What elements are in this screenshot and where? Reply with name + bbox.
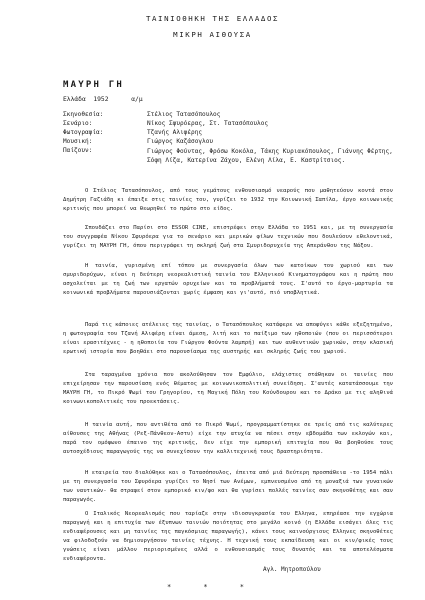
- credit-value: Τζανής Αλιφέρης: [147, 129, 203, 136]
- hall-name: ΜΙΚΡΗ ΑΙΘΟΥΣΑ: [173, 30, 252, 39]
- film-title: ΜΑΥΡΗ ΓΗ: [63, 80, 124, 90]
- credit-label: Φωτογραφία:: [63, 129, 104, 136]
- credit-value: Νίκος Σφυρόερας, Στ. Τατασόπουλος: [147, 120, 269, 127]
- film-year: 1952: [93, 96, 109, 103]
- body-paragraph: Ο Στέλιος Τατασόπουλος, από τους γεμάτους ενθουσιασμό νεαρούς που μαθητεύουν κοντά στον Δημήτρη Γαζιάδη κι έπαιξε στις ταινίες του, γυρίζει το 1932 την Κοινωνική Σαπίλα, έργο κοινωνικής κριτικής που μπορεί να θεωρηθεί το πρώτο στο είδος.: [63, 188, 393, 212]
- body-paragraph: Η ταινία, γυρισμένη επί τόπου με συνεργασία όλων των κατοίκων του χωριού και των σμυριδορύχων, είναι η δεύτερη νεορεαλιστική ταινία του Ελληνικού Κινηματογράφου και η πρώτη που ασχολείται με τη ζωή των εργατών ορυχείων και τα προβλήματά τους. Σ'αυτό το έργο-μαρτυρία τα κοινωνικά προβλήματα παρουσιάζονται χωρίς έμφαση και γι'αυτό, πιό υποβλητικά.: [63, 263, 393, 296]
- film-format: α/μ: [131, 96, 143, 103]
- credit-label: Σκηνοθεσία:: [63, 111, 104, 118]
- author-signature: Αγλ. Μητροπούλου: [263, 566, 321, 573]
- credit-label: Σενάριο:: [63, 120, 93, 127]
- credit-value: Γιώργος Φούντας, Φρόσω Κοκόλα, Τάκης Κυριακόπουλος, Γιάννης Φέρτης, Σόφη Λίζα, Κατερίνα Ζάχου, Ελένη Λίλα, Ε. Καστρίτσιος.: [147, 148, 393, 164]
- credit-label: Παίζουν:: [63, 147, 93, 154]
- body-paragraph: Στα ταραγμένα χρόνια που ακολούθησαν τον Εμφύλιο, ελάχιστες στάθηκαν οι ταινίες που επιχείρησαν την παρουσίαση ενός θέματος με κοινωνικοπολιτική συνείδηση. Σ'αυτές κατατάσσουμε την ΜΑΥΡΗ ΓΗ, το Πικρό Ψωμί του Γρηγορίου, τη Μαγική Πόλη του Κούνδουρου και το Δράκο με τις αληθινά κοινωνικοπολιτικές του προεκτάσεις.: [63, 372, 393, 405]
- credit-label: Μουσική:: [63, 138, 93, 145]
- body-paragraph: Η ταινία αυτή, που αντιθέτα από το Πικρό Ψωμί, προγραμματίστηκε σε τρείς από τις καλύτερες αίθουσες της Αθήνας (Ρεξ-Πάνθεον-Αστυ) είχε την ατυχία να πέσει στην εβδομάδα των εκλογών και, παρά τον ομόφωνο έπαινο της κριτικής, δεν είχε την εμπορική επιτυχία που θα βοηθούσε τους αυτοσχέδιους παραγωγούς της να συνεχίσουν την καλλιτεχνική τους δραστηριότητα.: [63, 422, 393, 455]
- body-paragraph: Η εταιρεία του διαλύθηκε και ο Τατασόπουλος, έπειτα από μιά δεύτερη προσπάθεια -το 1954 πάλι με τη συνεργασία του Σφυρόερα γυρίζει το Νησί των Ανέμων, εμπνευσμένο από τη μοναξιά των γυναικών των ναυτικών- θα στραφεί στον εμπορικό κιν/φο και θα γυρίσει πολλές ταινίες σαν σκηνοθέτης και σαν παραγωγός.: [63, 470, 393, 503]
- film-country: Ελλάδα: [63, 96, 86, 103]
- body-paragraph: Σπουδάζει στο Παρίσι στο ESSOR CINE, επιστρέφει στην Ελλάδα το 1951 και, με τη συνεργασία του συγγραφέα Νίκου Σφυρόερα για το σενάριο και μερικών φίλων τεχνικών που δουλεύουν εθελοντικά, γυρίζει τη ΜΑΥΡΗ ΓΗ, όπου περιγράφει τη σκληρή ζωή στα Σμυριδορυχεία της Απεράνθου της Νάξου.: [63, 225, 393, 249]
- footer-asterisks: * * *: [166, 583, 259, 591]
- credit-value: Γιώργος Καζάσογλου: [147, 138, 214, 145]
- institution-name: ΤΑΙΝΙΟΘΗΚΗ ΤΗΣ ΕΛΛΑΔΟΣ: [145, 14, 280, 23]
- credit-value: Στέλιος Τατασόπουλος: [147, 111, 221, 118]
- body-paragraph: Ο Ιταλικός Νεορεαλισμός που ταρίαζε στην ιδιοσυγκρασία του Ελληνα, επηρέασε την εγχώρια παραγωγή και η επιτυχία των έξυπνων ταινιών ποιότητας στο μεγάλο κοινό (η Ελλάδα εισάγει όλες τις ενδιαφέρουσες και μη ταινίες της παγκόσμιας παραγωγής), κάνει τους καινούργιους Ελληνες σκηνοθέτες να φιλοδοξούν να δημιουργήσουν ταινίες τέχνης. Η τεχνική τους εκπαίδευση και οι κιν/φικές τους γνώσεις είναι μάλλον περιορισμένες αλλά ο ενθουσιασμός τους δυνατός και τα αποτελέσματα ενδιαφέροντα.: [63, 511, 393, 562]
- body-paragraph: Παρά τις κάποιες ατέλειες της ταινίας, ο Τατασόπουλος κατάφερε να αποφύγει κάθε εξεζητημένο, η φωτογραφία του Τζανή Αλιφέρη είναι άμεση, λιτή και το παίξιμο των ηθοποιών (που οι περισσότεροι είναι ερασιτέχνες - η ηθοποιία του Γιώργου Φούντα λαμπρή) και των αυθεντικών χωρικών, στην κλασική ερωτική ιστορία που βοηθάει στο παρουσίασμα της αυστηρής και σκληρής ζωής του χωριού.: [63, 322, 393, 355]
- film-meta: [63, 96, 143, 103]
